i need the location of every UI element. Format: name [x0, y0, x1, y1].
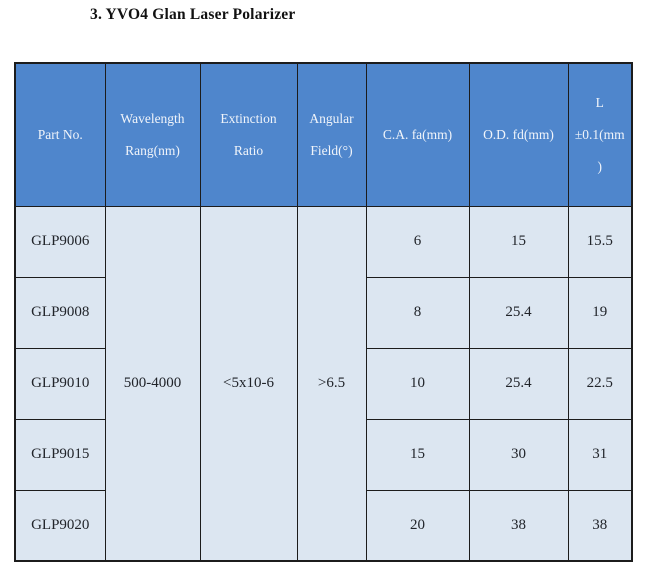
col-header-angular-line2: Field(°): [310, 142, 353, 158]
outer-diameter-cell: 25.4: [469, 348, 568, 419]
clear-aperture-cell: 10: [366, 348, 469, 419]
col-header-angular-field: [297, 63, 366, 206]
extinction-ratio-merged-cell: <5x10-6: [200, 206, 297, 561]
col-header-wavelength-line2: Rang(nm): [125, 142, 180, 158]
part-no-cell: GLP9020: [15, 490, 105, 561]
length-cell: 31: [568, 419, 632, 490]
outer-diameter-cell: 38: [469, 490, 568, 561]
outer-diameter-cell: 15: [469, 206, 568, 277]
col-header-length-line3: ): [597, 158, 602, 174]
clear-aperture-cell: 6: [366, 206, 469, 277]
length-cell: 38: [568, 490, 632, 561]
col-header-part-no: [15, 63, 105, 206]
polarizer-spec-table: [14, 62, 633, 562]
part-no-cell: GLP9006: [15, 206, 105, 277]
col-header-outer-diameter: [469, 63, 568, 206]
col-header-clear-aperture-label: C.A. fa(mm): [382, 126, 453, 142]
col-header-length: [568, 63, 632, 206]
outer-diameter-cell: 25.4: [469, 277, 568, 348]
col-header-extinction-ratio: [200, 63, 297, 206]
length-cell: 15.5: [568, 206, 632, 277]
clear-aperture-cell: 15: [366, 419, 469, 490]
clear-aperture-cell: 8: [366, 277, 469, 348]
clear-aperture-cell: 20: [366, 490, 469, 561]
part-no-cell: GLP9010: [15, 348, 105, 419]
part-no-cell: GLP9008: [15, 277, 105, 348]
col-header-extinction-line2: Ratio: [233, 142, 264, 158]
table-header-row: [15, 63, 632, 206]
col-header-outer-diameter-label: O.D. fd(mm): [483, 126, 554, 142]
length-cell: 19: [568, 277, 632, 348]
part-no-cell: GLP9015: [15, 419, 105, 490]
col-header-length-line1: L: [595, 94, 604, 110]
col-header-extinction-line1: Extinction: [220, 110, 277, 126]
angular-field-merged-cell: >6.5: [297, 206, 366, 561]
col-header-part-no-label: Part No.: [37, 126, 83, 142]
outer-diameter-cell: 30: [469, 419, 568, 490]
length-cell: 22.5: [568, 348, 632, 419]
col-header-angular-line1: Angular: [309, 110, 354, 126]
col-header-clear-aperture: [366, 63, 469, 206]
table-row: [15, 206, 632, 277]
wavelength-range-merged-cell: 500-4000: [105, 206, 200, 561]
col-header-wavelength-line1: Wavelength: [120, 110, 185, 126]
page-title: 3. YVO4 Glan Laser Polarizer: [90, 6, 296, 23]
col-header-wavelength: [105, 63, 200, 206]
col-header-length-line2: ±0.1(mm: [574, 126, 625, 142]
